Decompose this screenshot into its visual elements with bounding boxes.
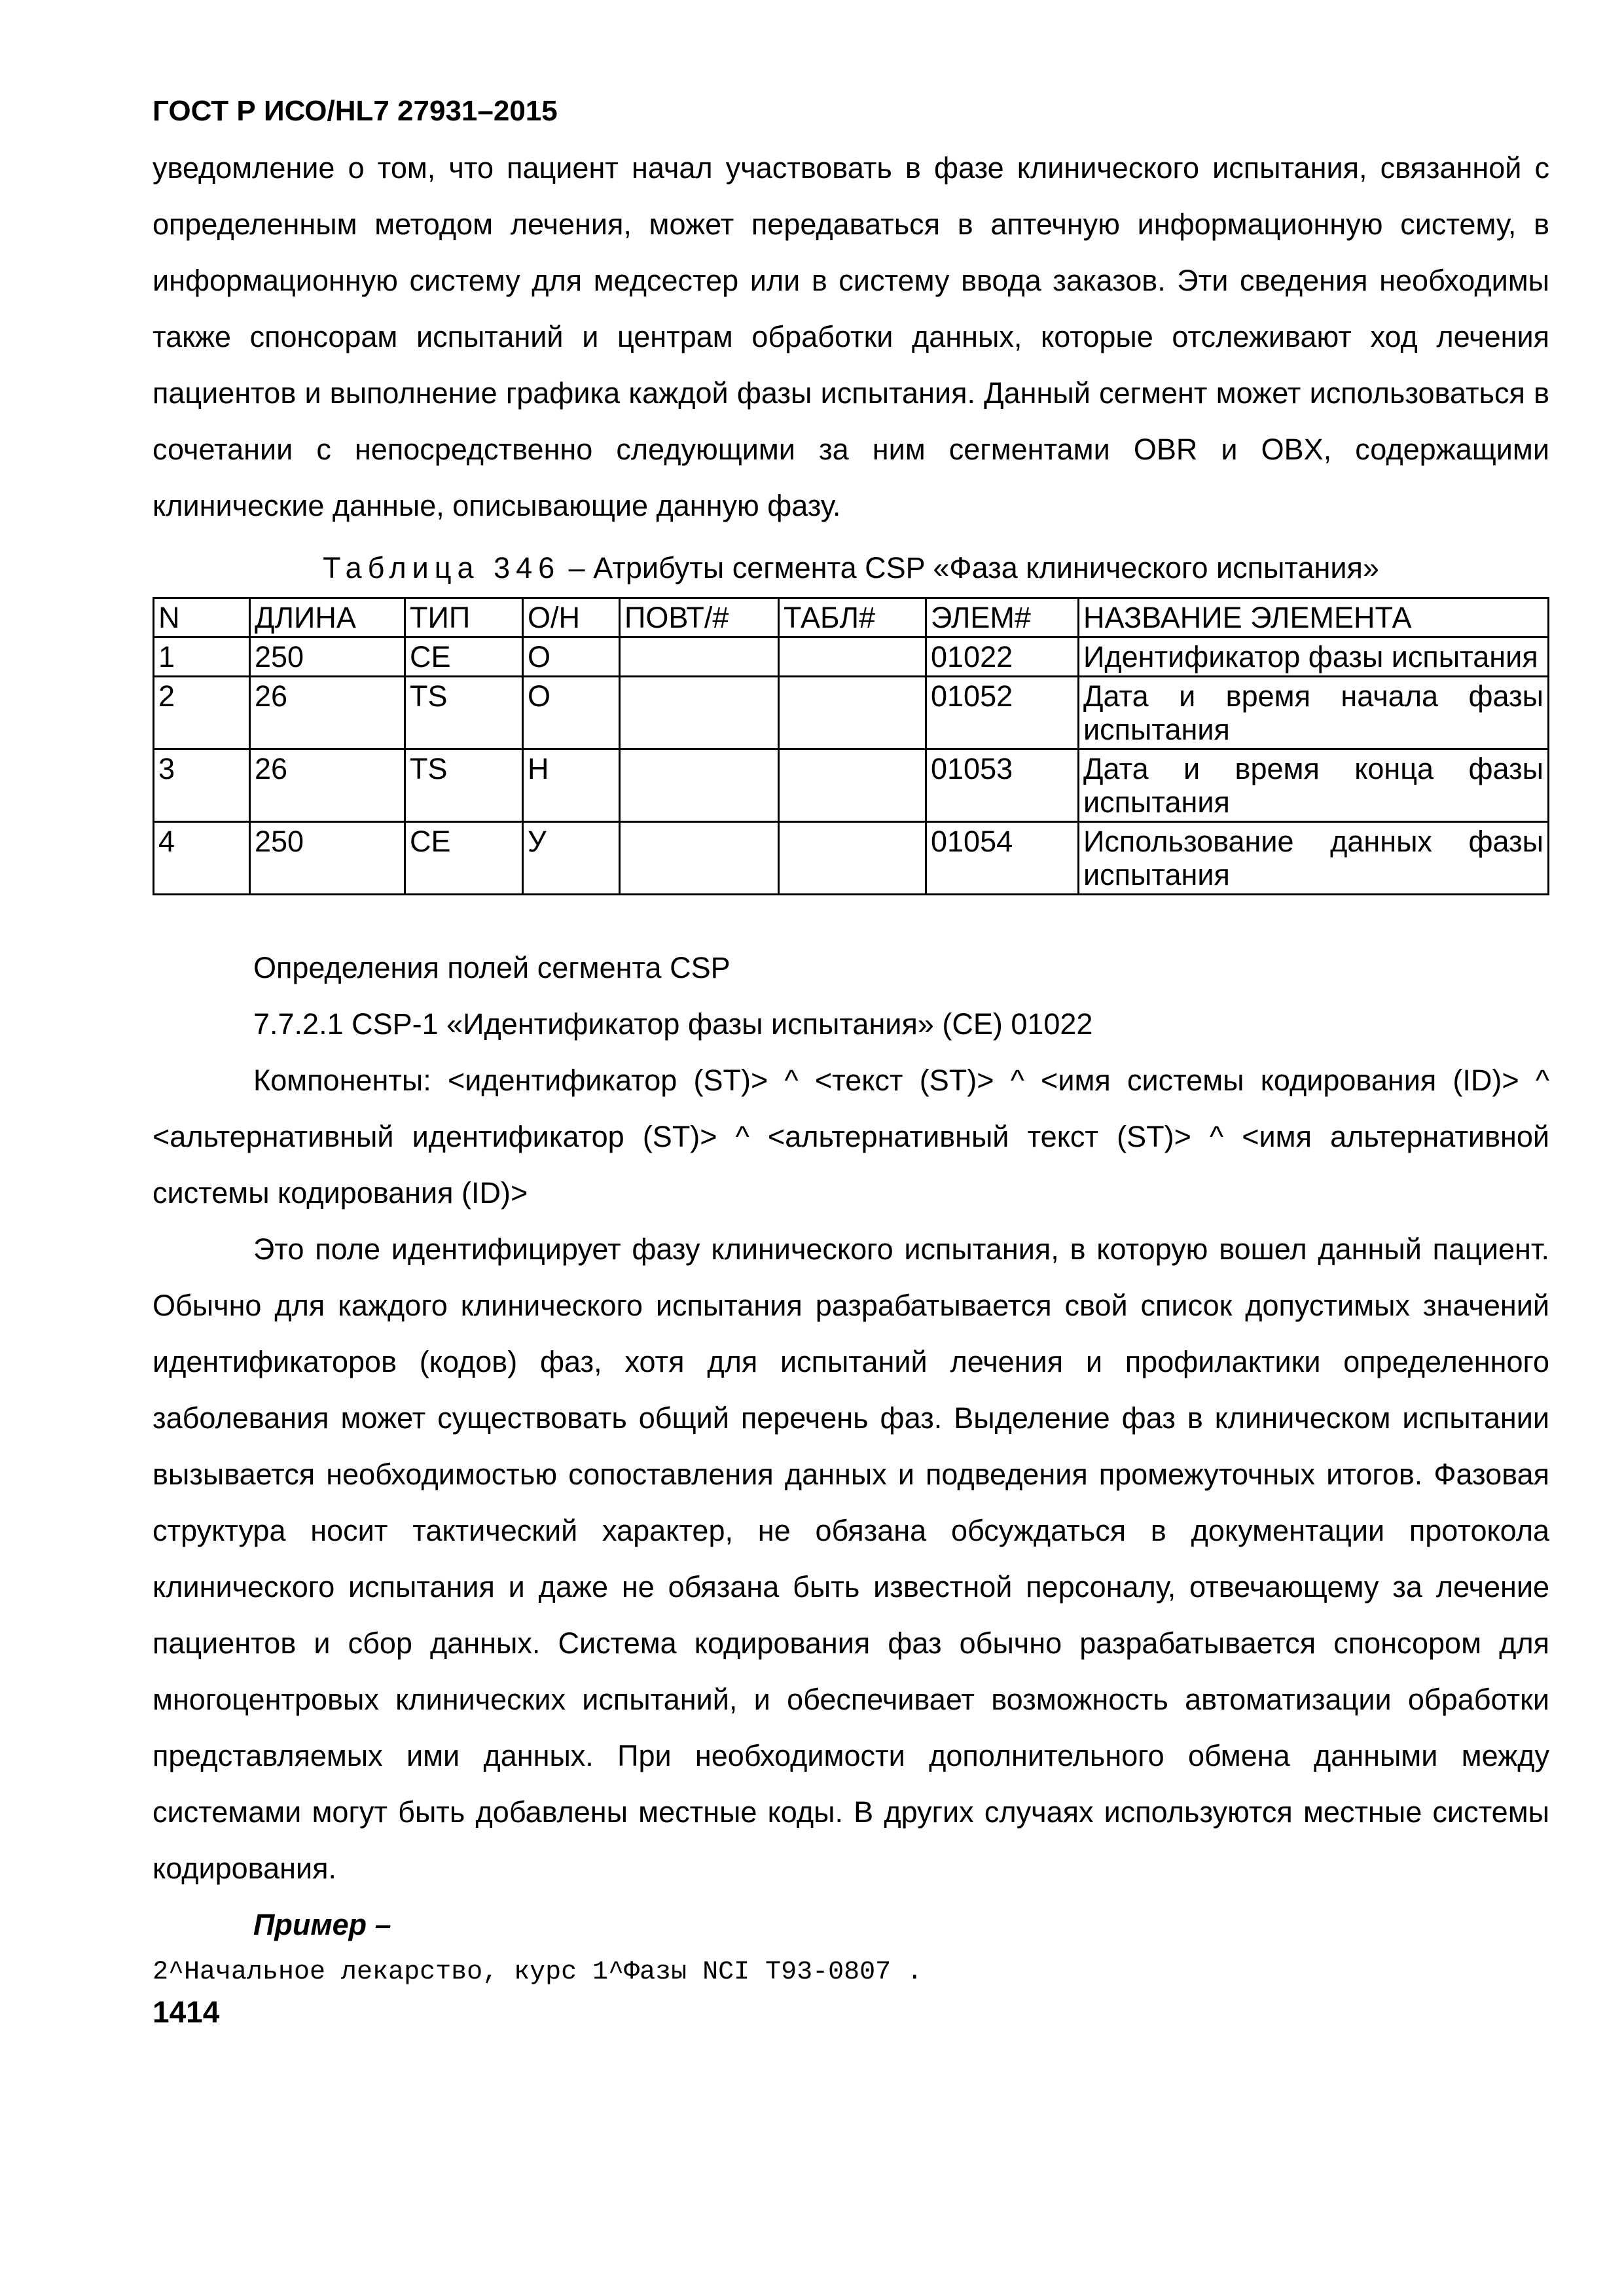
- table-cell: Дата и время начала фазы испытания: [1079, 677, 1549, 749]
- table-cell: 01052: [926, 677, 1079, 749]
- table-cell: 2: [154, 677, 250, 749]
- spacer: [153, 895, 1549, 940]
- table-cell: CE: [405, 822, 523, 895]
- table-caption-dash: –: [560, 551, 594, 584]
- table-cell: [779, 749, 926, 822]
- document-page: [153, 92, 1549, 2032]
- table-cell: [779, 637, 926, 677]
- table-cell: [779, 677, 926, 749]
- intro-paragraph: уведомление о том, что пациент начал участвовать в фазе клинического испытания, связанной с определенным методом лечения, может передаваться в аптечную информационную систему, в информационную систему для медсестер или в систему ввода заказов. Эти сведения необходимы также спонсорам испытаний и центрам обработки данных, которые отслеживают ход лечения пациентов и выполнение графика каждой фазы испытания. Данный сегмент может использоваться в сочетании с непосредственно следующими за ним сегментами OBR и OBX, содержащими клинические данные, описывающие данную фазу.: [153, 151, 1549, 522]
- column-header: О/Н: [523, 598, 620, 637]
- table-cell: Использование данных фазы испытания: [1079, 822, 1549, 895]
- table-caption-label: Таблица 346: [323, 551, 561, 584]
- table-header-row: [154, 598, 1549, 637]
- table-cell: Н: [523, 749, 620, 822]
- table-row: [154, 822, 1549, 895]
- body-paragraph: Это поле идентифицирует фазу клинического испытания, в которую вошел данный пациент. Обычно для каждого клинического испытания разрабатывается свой список допустимых значений идентификаторов (кодов) фаз, хотя для испытаний лечения и профилактики определенного заболевания может существовать общий перечень фаз. Выделение фаз в клиническом испытании вызывается необходимостью сопоставления данных и подведения промежуточных итогов. Фазовая структура носит тактический характер, не обязана обсуждаться в документации протокола клинического испытания и даже не обязана быть известной персоналу, отвечающему за лечение пациентов и сбор данных. Система кодирования фаз обычно разрабатывается спонсором для многоцентровых клинических испытаний, и обеспечивает возможность автоматизации обработки представляемых ими данных. При необходимости дополнительного обмена данными между системами могут быть добавлены местные коды. В других случаях используются местные системы кодирования.: [153, 1232, 1549, 1885]
- table-cell: 01022: [926, 637, 1079, 677]
- column-header: ТАБЛ#: [779, 598, 926, 637]
- column-header: ДЛИНА: [250, 598, 405, 637]
- csp-attributes-table: [153, 597, 1549, 895]
- table-row: [154, 749, 1549, 822]
- table-cell: 1: [154, 637, 250, 677]
- table-row: [154, 677, 1549, 749]
- table-cell: 250: [250, 637, 405, 677]
- field-heading: 7.7.2.1 CSP-1 «Идентификатор фазы испытания» (CE) 01022: [253, 1007, 1093, 1041]
- example-code: 2^Начальное лекарство, курс 1^Фазы NCI T93-0807 .: [153, 1958, 923, 1987]
- table-cell: [620, 677, 779, 749]
- table-cell: [779, 822, 926, 895]
- table-cell: TS: [405, 677, 523, 749]
- table-cell: [620, 749, 779, 822]
- table-cell: У: [523, 822, 620, 895]
- column-header: N: [154, 598, 250, 637]
- table-cell: 3: [154, 749, 250, 822]
- components-paragraph: Компоненты: <идентификатор (ST)> ^ <текст (ST)> ^ <имя системы кодирования (ID)> ^ <альтернативный идентификатор (ST)> ^ <альтернативный текст (ST)> ^ <имя альтернативной системы кодирования (ID)>: [153, 1064, 1549, 1210]
- table-caption-title: Атрибуты сегмента CSP «Фаза клинического испытания»: [593, 551, 1379, 584]
- table-row: [154, 637, 1549, 677]
- table-cell: 26: [250, 749, 405, 822]
- table-caption: [153, 548, 1549, 588]
- definitions-heading: Определения полей сегмента CSP: [253, 951, 731, 984]
- column-header: НАЗВАНИЕ ЭЛЕМЕНТА: [1079, 598, 1549, 637]
- table-cell: Идентификатор фазы испытания: [1079, 637, 1549, 677]
- table-cell: 4: [154, 822, 250, 895]
- table-cell: 250: [250, 822, 405, 895]
- table-cell: 01053: [926, 749, 1079, 822]
- document-header: ГОСТ Р ИСО/HL7 27931–2015: [153, 95, 558, 127]
- table-cell: 01054: [926, 822, 1079, 895]
- table-cell: [620, 822, 779, 895]
- table-cell: TS: [405, 749, 523, 822]
- column-header: ТИП: [405, 598, 523, 637]
- column-header: ЭЛЕМ#: [926, 598, 1079, 637]
- table-cell: 26: [250, 677, 405, 749]
- table-cell: O: [523, 677, 620, 749]
- table-cell: O: [523, 637, 620, 677]
- table-cell: [620, 637, 779, 677]
- table-cell: CE: [405, 637, 523, 677]
- example-label: Пример –: [253, 1908, 391, 1941]
- column-header: ПОВТ/#: [620, 598, 779, 637]
- page-number: 1414: [153, 1995, 220, 2029]
- table-cell: Дата и время конца фазы испытания: [1079, 749, 1549, 822]
